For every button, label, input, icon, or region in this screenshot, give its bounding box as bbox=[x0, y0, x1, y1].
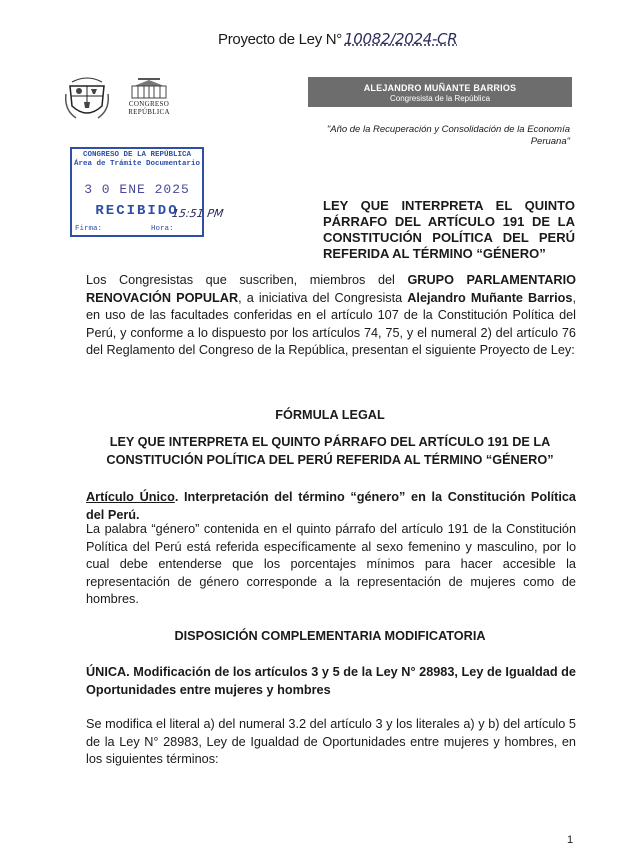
articulo-titulo: . Interpretación del término “género” en la Constitución Política del Perú. bbox=[86, 490, 576, 522]
stamp-area: Área de Trámite Documentario bbox=[73, 160, 201, 168]
articulo-unico-heading bbox=[86, 489, 576, 524]
modificacion-paragraph: Se modifica el literal a) del numeral 3.2 del artículo 3 y los literales a) y b) del artículo 5 de la Ley N° 28983, Ley de Igualdad de Oportunidades entre mujeres y hombres, en los siguientes términos: bbox=[86, 717, 576, 766]
congresista-role: Congresista de la República bbox=[389, 94, 491, 103]
stamp-hora-label: Hora: bbox=[151, 225, 174, 233]
intro-text-1: Los Congresistas que suscriben, miembros del bbox=[86, 273, 408, 287]
ley-titulo: LEY QUE INTERPRETA EL QUINTO PÁRRAFO DEL ARTÍCULO 191 DE LA CONSTITUCIÓN POLÍTICA DEL PERÚ REFERIDA AL TÉRMINO “GÉNERO” bbox=[106, 435, 554, 467]
stamp-date: 3 0 ENE 2025 bbox=[84, 182, 190, 197]
intro-text-2: , a iniciativa del Congresista bbox=[238, 290, 408, 305]
year-motto-line-1: "Año de la Recuperación y Consolidación de la Economía bbox=[326, 124, 570, 135]
articulo-unico-body: La palabra “género” contenida en el quinto párrafo del artículo 191 de la Constitución Política del Perú está referida específicamente al sexo femenino y masculino, por lo cual debe entenderse que los porcentajes mínimos para hacer accesible la representación de género corresponde a la representación de mujeres como de hombres. bbox=[86, 522, 576, 606]
document-title: LEY QUE INTERPRETA EL QUINTO PÁRRAFO DEL ARTÍCULO 191 DE LA CONSTITUCIÓN POLÍTICA DEL PERÚ REFERIDA AL TÉRMINO “GÉNERO” bbox=[323, 198, 575, 261]
formula-legal-heading: FÓRMULA LEGAL bbox=[275, 408, 385, 422]
intro-congresista: Alejandro Muñante Barrios bbox=[407, 290, 573, 305]
intro-paragraph bbox=[86, 272, 576, 360]
stamp-firma-label: Firma: bbox=[75, 225, 103, 233]
congresista-banner bbox=[308, 77, 572, 107]
year-motto bbox=[300, 124, 570, 148]
proyecto-number-handwritten: 10082/2024-CR bbox=[344, 30, 458, 48]
proyecto-de-ley-number bbox=[218, 30, 457, 48]
reception-stamp bbox=[70, 147, 204, 237]
stamp-received: RECIBIDO bbox=[95, 203, 179, 219]
congreso-logo-text: CONGRESO REPÚBLICA bbox=[128, 100, 170, 116]
national-coat-of-arms-icon bbox=[64, 74, 110, 124]
year-motto-line-2: Peruana" bbox=[530, 136, 570, 147]
unica-heading: ÚNICA. Modificación de los artículos 3 y 5 de la Ley N° 28983, Ley de Igualdad de Oportunidades entre mujeres y hombres bbox=[86, 665, 576, 697]
congresista-name: ALEJANDRO MUÑANTE BARRIOS bbox=[363, 83, 517, 93]
articulo-label: Artículo Único bbox=[86, 490, 175, 504]
intro-text-3: , en uso de las facultades conferidas en el artículo 107 de la Constitución Política del Perú, y conforme a lo dispuesto por los artículos 74, 75, y el numeral 2) del artículo 76 del Reglamento del Congreso de la República, presentan el siguiente Proyecto de Ley: bbox=[86, 290, 576, 357]
proyecto-label: Proyecto de Ley N° bbox=[218, 31, 342, 48]
stamp-time-handwritten: 15:51 PM bbox=[171, 207, 225, 220]
disposicion-heading: DISPOSICIÓN COMPLEMENTARIA MODIFICATORIA bbox=[174, 629, 486, 643]
intro-grupo: GRUPO PARLAMENTARIO RENOVACIÓN POPULAR bbox=[86, 273, 576, 305]
page-number: 1 bbox=[567, 834, 574, 846]
stamp-institution: CONGRESO DE LA REPÚBLICA bbox=[82, 151, 192, 159]
